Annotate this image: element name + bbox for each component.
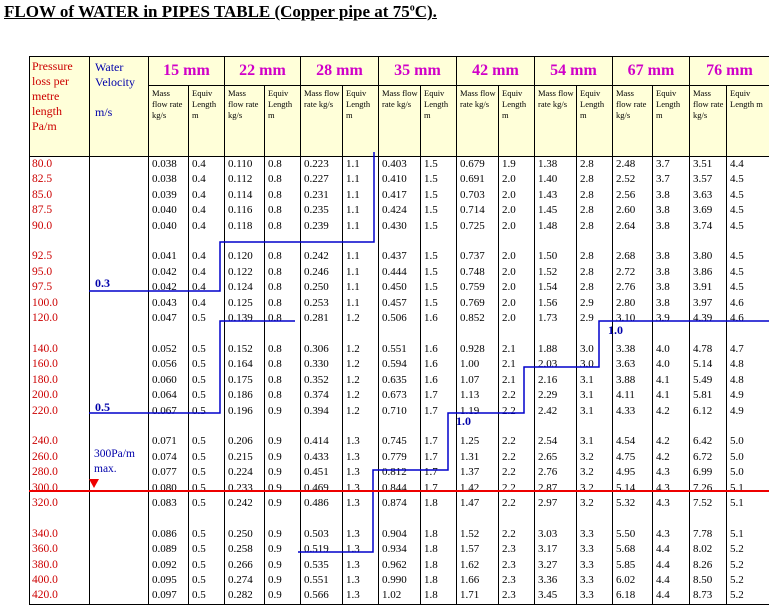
mass-flow-15mm: 0.038 0.038 0.039 0.040 0.040 0.041 0.042 0.042 0.043 0.047 0.052 0.056 0.060 0.064 0.067 0.071 0.074 0.077 0.080 0.083 0.086 0.089 0.092 0.095 0.097 bbox=[149, 157, 189, 605]
mass-flow-subheader: Mass flow rate kg/s bbox=[149, 86, 189, 157]
dia-67-header: 67 mm bbox=[613, 57, 690, 86]
equiv-length-subheader: Equiv Length m bbox=[265, 86, 301, 157]
equiv-length-35mm: 1.5 1.5 1.5 1.5 1.5 1.5 1.5 1.5 1.5 1.6 1.6 1.6 1.6 1.7 1.7 1.7 1.7 1.7 1.7 1.8 1.8 1.8 1.8 1.8 1.8 bbox=[421, 157, 457, 605]
page-title: FLOW of WATER in PIPES TABLE (Copper pipe at 75$^o$C). bbox=[4, 2, 437, 21]
equiv-length-subheader: Equiv Length m bbox=[343, 86, 379, 157]
mass-flow-subheader: Mass flow rate kg/s bbox=[379, 86, 421, 157]
equiv-length-22mm: 0.8 0.8 0.8 0.8 0.8 0.8 0.8 0.8 0.8 0.8 0.8 0.8 0.8 0.8 0.9 0.9 0.9 0.9 0.9 0.9 0.9 0.9 0.9 0.9 0.9 bbox=[265, 157, 301, 605]
mass-flow-22mm: 0.110 0.112 0.114 0.116 0.118 0.120 0.122 0.124 0.125 0.139 0.152 0.164 0.175 0.186 0.196 0.206 0.215 0.224 0.233 0.242 0.250 0.258 0.266 0.274 0.282 bbox=[225, 157, 265, 605]
mass-flow-54mm: 1.38 1.40 1.43 1.45 1.48 1.50 1.52 1.54 1.56 1.73 1.88 2.03 2.16 2.29 2.42 2.54 2.65 2.76 2.87 2.97 3.03 3.17 3.27 3.36 3.45 bbox=[535, 157, 577, 605]
dia-22-header: 22 mm bbox=[225, 57, 301, 86]
flow-table bbox=[29, 56, 769, 605]
velocity-label-1-0-b: 1.0 bbox=[608, 323, 623, 337]
equiv-length-subheader: Equiv Length m bbox=[727, 86, 769, 157]
dia-35-header: 35 mm bbox=[379, 57, 457, 86]
equiv-length-15mm: 0.4 0.4 0.4 0.4 0.4 0.4 0.4 0.4 0.4 0.5 0.5 0.5 0.5 0.5 0.5 0.5 0.5 0.5 0.5 0.5 0.5 0.5 0.5 0.5 0.5 bbox=[189, 157, 225, 605]
equiv-length-54mm: 2.8 2.8 2.8 2.8 2.8 2.8 2.8 2.8 2.9 2.9 3.0 3.0 3.1 3.1 3.1 3.1 3.2 3.2 3.2 3.2 3.3 3.3 3.3 3.3 3.3 bbox=[577, 157, 613, 605]
dia-54-header: 54 mm bbox=[535, 57, 613, 86]
mass-flow-35mm: 0.403 0.410 0.417 0.424 0.430 0.437 0.444 0.450 0.457 0.506 0.551 0.594 0.635 0.673 0.710 0.745 0.779 0.812 0.844 0.874 0.904 0.934 0.962 0.990 1.02 bbox=[379, 157, 421, 605]
pressure-header: Pressure loss per metre length Pa/m bbox=[30, 57, 90, 157]
equiv-length-28mm: 1.1 1.1 1.1 1.1 1.1 1.1 1.1 1.1 1.1 1.2 1.2 1.2 1.2 1.2 1.2 1.3 1.3 1.3 1.3 1.3 1.3 1.3 1.3 1.3 1.3 bbox=[343, 157, 379, 605]
mass-flow-76mm: 3.51 3.57 3.63 3.69 3.74 3.80 3.86 3.91 3.97 4.39 4.78 5.14 5.49 5.81 6.12 6.42 6.72 6.99 7.26 7.52 7.78 8.02 8.26 8.50 8.73 bbox=[690, 157, 727, 605]
mass-flow-28mm: 0.223 0.227 0.231 0.235 0.239 0.242 0.246 0.250 0.253 0.281 0.306 0.330 0.352 0.374 0.394 0.414 0.433 0.451 0.469 0.486 0.503 0.519 0.535 0.551 0.566 bbox=[301, 157, 343, 605]
mass-flow-subheader: Mass flow rate kg/s bbox=[613, 86, 653, 157]
pressure-column: 80.0 82.5 85.0 87.5 90.0 92.5 95.0 97.5 100.0 120.0 140.0 160.0 180.0 200.0 220.0 240.0 260.0 280.0 300.0 320.0 340.0 360.0 380.0 400.0 420.0 bbox=[30, 157, 90, 605]
mass-flow-42mm: 0.679 0.691 0.703 0.714 0.725 0.737 0.748 0.759 0.769 0.852 0.928 1.00 1.07 1.13 1.19 1.25 1.31 1.37 1.42 1.47 1.52 1.57 1.62 1.66 1.71 bbox=[457, 157, 499, 605]
velocity-label-0-5: 0.5 bbox=[95, 400, 110, 414]
dia-28-header: 28 mm bbox=[301, 57, 379, 86]
velocity-label-0-3: 0.3 bbox=[95, 276, 110, 290]
mass-flow-subheader: Mass flow rate kg/s bbox=[457, 86, 499, 157]
equiv-length-67mm: 3.7 3.7 3.8 3.8 3.8 3.8 3.8 3.8 3.8 3.9 4.0 4.0 4.1 4.1 4.2 4.2 4.2 4.3 4.3 4.3 4.3 4.4 4.4 4.4 4.4 bbox=[653, 157, 690, 605]
dia-42-header: 42 mm bbox=[457, 57, 535, 86]
dia-76-header: 76 mm bbox=[690, 57, 769, 86]
mass-flow-subheader: Mass flow rate kg/s bbox=[690, 86, 727, 157]
equiv-length-subheader: Equiv Length m bbox=[189, 86, 225, 157]
equiv-length-subheader: Equiv Length m bbox=[421, 86, 457, 157]
mass-flow-67mm: 2.48 2.52 2.56 2.60 2.64 2.68 2.72 2.76 2.80 3.10 3.38 3.63 3.88 4.11 4.33 4.54 4.75 4.95 5.14 5.32 5.50 5.68 5.85 6.02 6.18 bbox=[613, 157, 653, 605]
max-pressure-note: 300Pa/m max. bbox=[94, 448, 135, 476]
equiv-length-subheader: Equiv Length m bbox=[499, 86, 535, 157]
equiv-length-76mm: 4.4 4.5 4.5 4.5 4.5 4.5 4.5 4.5 4.6 4.6 4.7 4.8 4.8 4.9 4.9 5.0 5.0 5.0 5.1 5.1 5.1 5.2 5.2 5.2 5.2 bbox=[727, 157, 769, 605]
velocity-header: Water Velocity m/s bbox=[90, 57, 149, 157]
velocity-column bbox=[90, 157, 149, 605]
equiv-length-subheader: Equiv Length m bbox=[653, 86, 690, 157]
equiv-length-subheader: Equiv Length m bbox=[577, 86, 613, 157]
velocity-label-1-0-a: 1.0 bbox=[456, 414, 471, 428]
dia-15-header: 15 mm bbox=[149, 57, 225, 86]
mass-flow-subheader: Mass flow rate kg/s bbox=[535, 86, 577, 157]
mass-flow-subheader: Mass flow rate kg/s bbox=[301, 86, 343, 157]
equiv-length-42mm: 1.9 2.0 2.0 2.0 2.0 2.0 2.0 2.0 2.0 2.0 2.1 2.1 2.1 2.2 2.2 2.2 2.2 2.2 2.2 2.2 2.2 2.3 2.3 2.3 2.3 bbox=[499, 157, 535, 605]
mass-flow-subheader: Mass flow rate kg/s bbox=[225, 86, 265, 157]
